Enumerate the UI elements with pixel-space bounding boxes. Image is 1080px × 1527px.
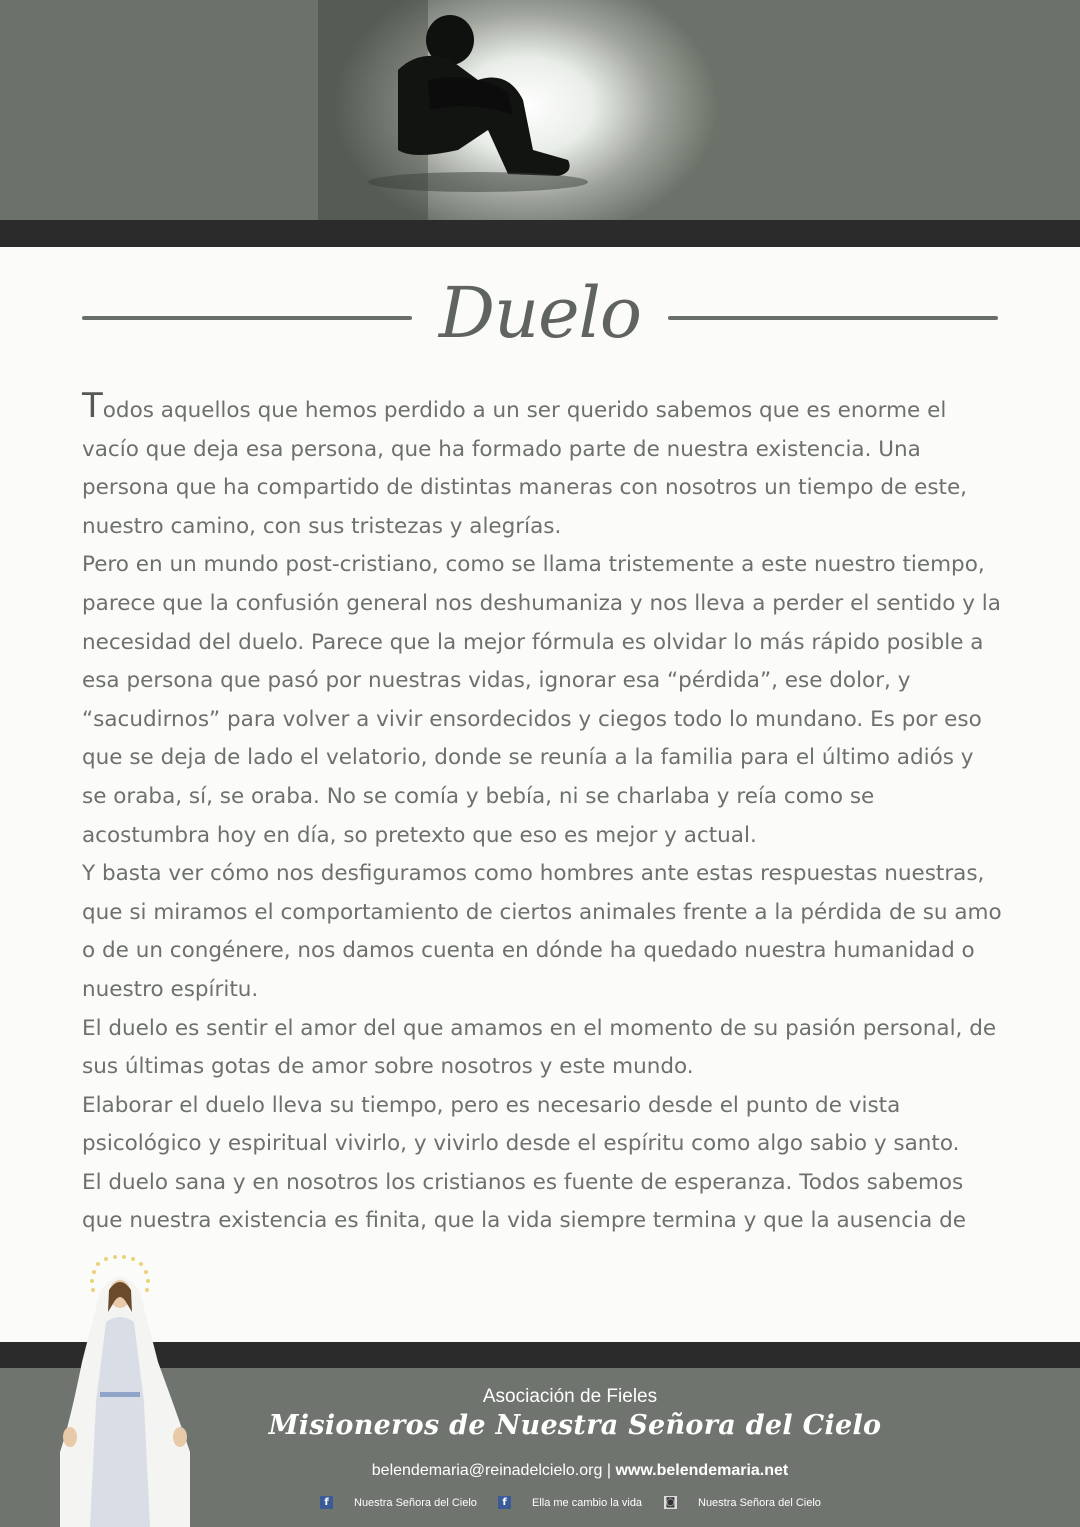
- social-facebook-1[interactable]: [320, 1496, 477, 1509]
- social-instagram[interactable]: [664, 1496, 821, 1509]
- contact-line: [260, 1462, 900, 1480]
- facebook-icon: f: [498, 1496, 511, 1509]
- website-link[interactable]: www.belendemaria.net: [615, 1462, 789, 1479]
- social-label: Nuestra Señora del Cielo: [354, 1496, 477, 1509]
- article-paragraph: Y basta ver cómo nos desfiguramos como hombres ante estas respuestas nuestras, que si miramos el comportamiento de ciertos animales frente a la pérdida de su amo o de un congénere, nos damos cuenta en dónde ha quedado nuestra humanidad o nuestro espíritu.: [82, 861, 1002, 1002]
- article-paragraph: Elaborar el duelo lleva su tiempo, pero es necesario desde el punto de vista psicológico y espiritual vivirlo, y vivirlo desde el espíritu como algo sabio y santo.: [82, 1092, 960, 1157]
- header-photo: [318, 0, 718, 220]
- social-links: [320, 1496, 840, 1516]
- title-row: [0, 268, 1080, 368]
- article-paragraph: Todos aquellos que hemos perdido a un ser querido sabemos que es enorme el vacío que deja esa persona, que ha formado parte de nuestra existencia. Una persona que ha compartido de distintas maneras con nosotros un tiempo de este, nuestro camino, con sus tristezas y alegrías.: [82, 386, 968, 539]
- header-banner: [0, 0, 1080, 220]
- organization-name: Misioneros de Nuestra Señora del Cielo: [268, 1410, 882, 1441]
- social-label: Nuestra Señora del Cielo: [698, 1496, 821, 1509]
- contact-separator: |: [606, 1462, 611, 1479]
- association-label: Asociación de Fieles: [482, 1386, 658, 1407]
- drop-cap: T: [82, 386, 103, 426]
- title-rule-right: [668, 316, 998, 320]
- instagram-icon: ◙: [665, 1497, 676, 1508]
- header-divider-bar: [0, 220, 1080, 247]
- page-title: Duelo: [438, 272, 642, 354]
- virgin-mary-figure-icon: [40, 1252, 210, 1527]
- social-facebook-2[interactable]: [498, 1496, 642, 1509]
- email-link[interactable]: belendemaria@reinadelcielo.org: [371, 1462, 603, 1479]
- sad-person-silhouette-icon: [318, 0, 718, 220]
- article-paragraph: El duelo sana y en nosotros los cristianos es fuente de esperanza. Todos sabemos que nuestra existencia es finita, que la vida siempre termina y que la ausencia de: [82, 1169, 966, 1234]
- facebook-icon: f: [320, 1496, 333, 1509]
- article-body: [82, 386, 1002, 1241]
- article-paragraph: El duelo es sentir el amor del que amamos en el momento de su pasión personal, de sus últimas gotas de amor sobre nosotros y este mundo.: [82, 1015, 997, 1080]
- title-rule-left: [82, 316, 412, 320]
- article-paragraph: Pero en un mundo post-cristiano, como se llama tristemente a este nuestro tiempo, parece que la confusión general nos deshumaniza y nos lleva a perder el sentido y la necesidad del duelo. Parece que la mejor fórmula es olvidar lo más rápido posible a esa persona que pasó por nuestras vidas, ignorar esa “pérdida”, ese dolor, y “sacudirnos” para volver a vivir ensordecidos y ciegos todo lo mundano. Es por eso que se deja de lado el velatorio, donde se reunía a la familia para el último adiós y se oraba, sí, se oraba. No se comía y bebía, ni se charlaba y reía como se acostumbra hoy en día, so pretexto que eso es mejor y actual.: [82, 552, 1001, 848]
- social-label: Ella me cambio la vida: [532, 1496, 643, 1509]
